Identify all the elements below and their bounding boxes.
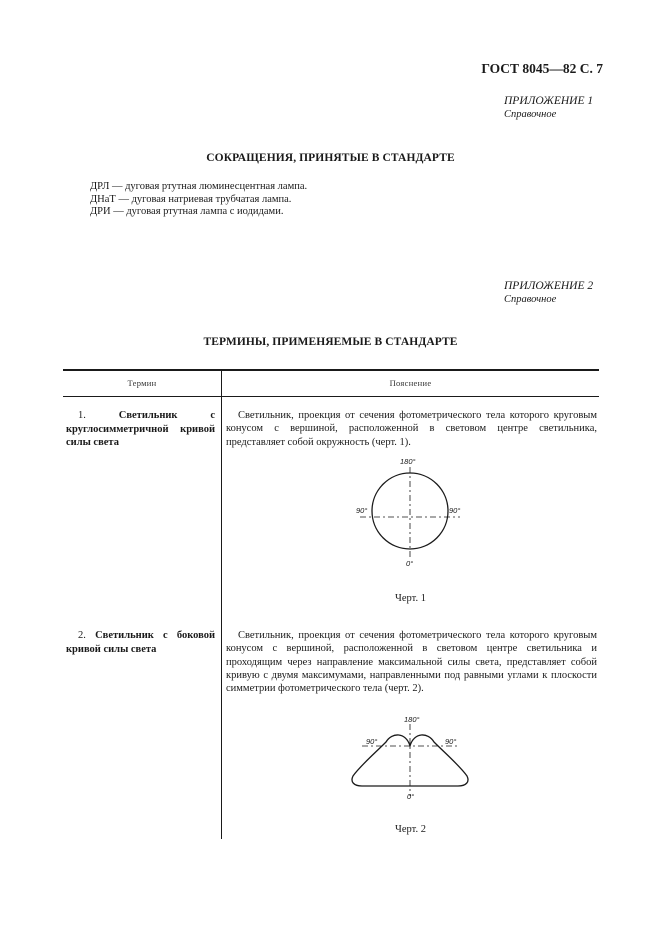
figure-1-circle-diagram	[340, 455, 480, 575]
appendix2-type: Справочное	[504, 294, 557, 305]
angle-label-right: 90°	[445, 737, 457, 746]
abbreviation-item: ДРЛ — дуговая ртутная люминесцентная лампа.	[90, 181, 308, 192]
table-row-explanation: Светильник, проекция от сечения фотометрического тела которого круговым конусом с вершиной, расположенной в световом центре светильника, представляет собой окружность (черт. 1).	[226, 410, 597, 448]
angle-label-top: 180°	[404, 715, 420, 724]
table-column-divider	[221, 369, 222, 839]
abbreviation-item: ДНаТ — дуговая натриевая трубчатая лампа.	[90, 193, 292, 205]
angle-label-left: 90°	[356, 506, 368, 515]
figure-2-caption: Черт. 2	[395, 824, 426, 835]
angle-label-left: 90°	[366, 737, 378, 746]
page-header: ГОСТ 8045—82 С. 7	[481, 61, 603, 76]
table-row-term	[66, 629, 215, 656]
figure-1-caption: Черт. 1	[395, 593, 426, 604]
angle-label-top: 180°	[400, 457, 416, 466]
appendix1-label: ПРИЛОЖЕНИЕ 1	[504, 95, 594, 107]
angle-label-bottom: 0°	[407, 792, 415, 801]
abbreviation-item: ДРИ — дуговая ртутная лампа с иодидами.	[90, 206, 284, 217]
appendix2-title: ТЕРМИНЫ, ПРИМЕНЯЕМЫЕ В СТАНДАРТЕ	[203, 336, 458, 348]
table-row-explanation: Светильник, проекция от сечения фотометрического тела которого круговым конусом с вершиной, расположенной в световом центре светильника и проходящим через направление максимальной силы света, представляет собой кривую с двумя максимумами, направленными под равными углами к плоскости симметрии фотометрического тела (черт. 2).	[226, 630, 597, 695]
table-row-term	[66, 409, 215, 450]
table-header-rule	[63, 396, 599, 397]
angle-label-bottom: 0°	[406, 559, 414, 568]
figure-2-side-curve-diagram	[340, 712, 480, 812]
term-number: 1.	[78, 410, 86, 421]
term-name: Светильник с круглосимметричной кривой силы света	[66, 410, 215, 448]
term-number: 2.	[78, 630, 86, 641]
appendix1-title: СОКРАЩЕНИЯ, ПРИНЯТЫЕ В СТАНДАРТЕ	[206, 152, 455, 164]
column-header-term: Термин	[127, 378, 157, 388]
table-top-rule	[63, 369, 599, 371]
angle-label-right: 90°	[449, 506, 461, 515]
abbreviation-list	[90, 181, 307, 219]
column-header-explanation: Пояснение	[389, 378, 432, 388]
term-name: Светильник с боковой кривой силы света	[66, 630, 215, 655]
appendix2-label: ПРИЛОЖЕНИЕ 2	[504, 280, 594, 292]
appendix1-type: Справочное	[504, 109, 557, 120]
